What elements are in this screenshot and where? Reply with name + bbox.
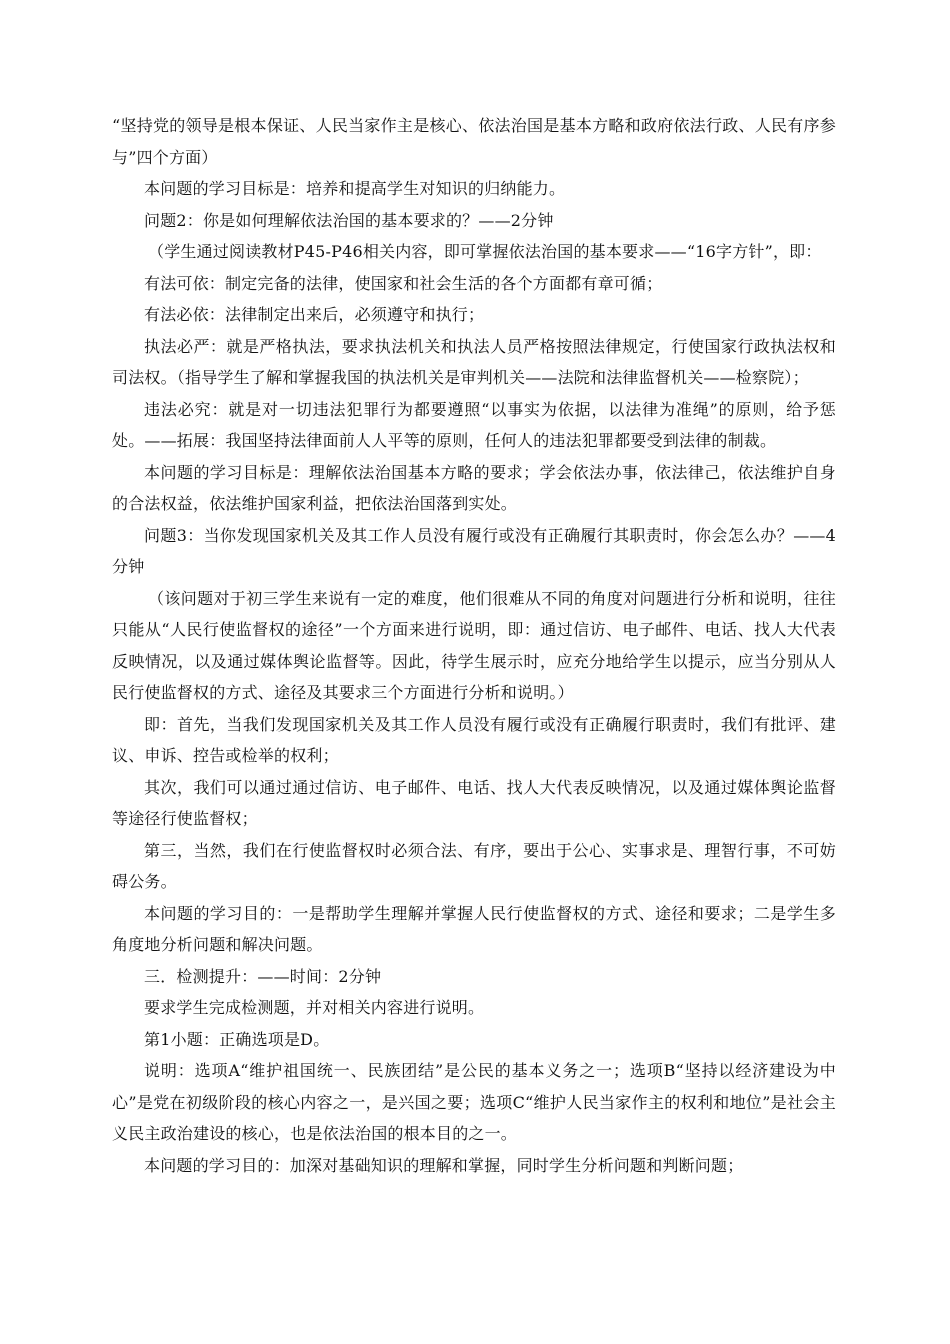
paragraph-law-punish: 违法必究：就是对一切违法犯罪行为都要遵照“以事实为依据，以法律为准绳”的原则，给予惩处。——拓展：我国坚持法律面前人人平等的原则，任何人的违法犯罪都要受到法律的制裁。 [112,399,836,450]
paragraph-question-answer-1: 第1小题：正确选项是D。 [144,1029,330,1049]
paragraph-q3-note: （该问题对于初三学生来说有一定的难度，他们很难从不同的角度对问题进行分析和说明，往往只能从“人民行使监督权的途径”一个方面来进行说明，即：通过信访、电子邮件、电话、找人大代表反映情况，以及通过媒体舆论监督等。因此，待学生展示时，应充分地给学生以提示，应当分别从人民行使监督权的方式、途径及其要求三个方面进行分析和说明。） [112,588,836,702]
paragraph-law-followed: 有法必依：法律制定出来后，必须遵守和执行； [144,305,485,324]
paragraph-third: 第三，当然，我们在行使监督权时必须合法、有序，要出于公心、实事求是、理智行事，不可妨碍公务。 [112,840,836,891]
paragraph-law-available: 有法可依：制定完备的法律，使国家和社会生活的各个方面都有章可循； [144,273,663,293]
document-body [112,110,836,1181]
paragraph-question-2: 问题2：你是如何理解依法治国的基本要求的？——2分钟 [144,210,554,230]
paragraph-goal-4: 本问题的学习目的：加深对基础知识的理解和掌握，同时学生分析问题和判断问题； [144,1155,744,1175]
paragraph-explanation: 说明：选项A“维护祖国统一、民族团结”是公民的基本义务之一；选项B“坚持以经济建设为中心”是党在初级阶段的核心内容之一，是兴国之要；选项C“维护人民当家作主的权利和地位”是社会主义民主政治建设的核心，也是依法治国的根本目的之一。 [112,1061,836,1143]
paragraph-goal-2: 本问题的学习目标是：理解依法治国基本方略的要求；学会依法办事，依法律己，依法维护自身的合法权益，依法维护国家利益，把依法治国落到实处。 [112,462,836,513]
paragraph-goal-1: 本问题的学习目标是：培养和提高学生对知识的归纳能力。 [144,179,566,198]
section-heading-test: 三．检测提升：——时间：2分钟 [144,966,382,986]
paragraph-second: 其次，我们可以通过通过信访、电子邮件、电话、找人大代表反映情况，以及通过媒体舆论监督等途径行使监督权； [112,777,836,828]
paragraph-goal-3: 本问题的学习目的：一是帮助学生理解并掌握人民行使监督权的方式、途径和要求；二是学生多角度地分析问题和解决问题。 [112,903,836,954]
paragraph-q2-note: （学生通过阅读教材P45-P46相关内容，即可掌握依法治国的基本要求——“16字方针”，即： [148,242,822,261]
paragraph-four-aspects: “坚持党的领导是根本保证、人民当家作主是核心、依法治国是基本方略和政府依法行政、人民有序参与”四个方面） [112,116,836,167]
paragraph-question-3: 问题3：当你发现国家机关及其工作人员没有履行或没有正确履行其职责时，你会怎么办？——4分钟 [112,525,836,576]
paragraph-first: 即：首先，当我们发现国家机关及其工作人员没有履行或没有正确履行职责时，我们有批评、建议、申诉、控告或检举的权利； [112,714,836,765]
paragraph-law-strict: 执法必严：就是严格执法，要求执法机关和执法人员严格按照法律规定，行使国家行政执法权和司法权。（指导学生了解和掌握我国的执法机关是审判机关——法院和法律监督机关——检察院）； [112,336,836,387]
paragraph-test-instructions: 要求学生完成检测题，并对相关内容进行说明。 [144,998,485,1017]
